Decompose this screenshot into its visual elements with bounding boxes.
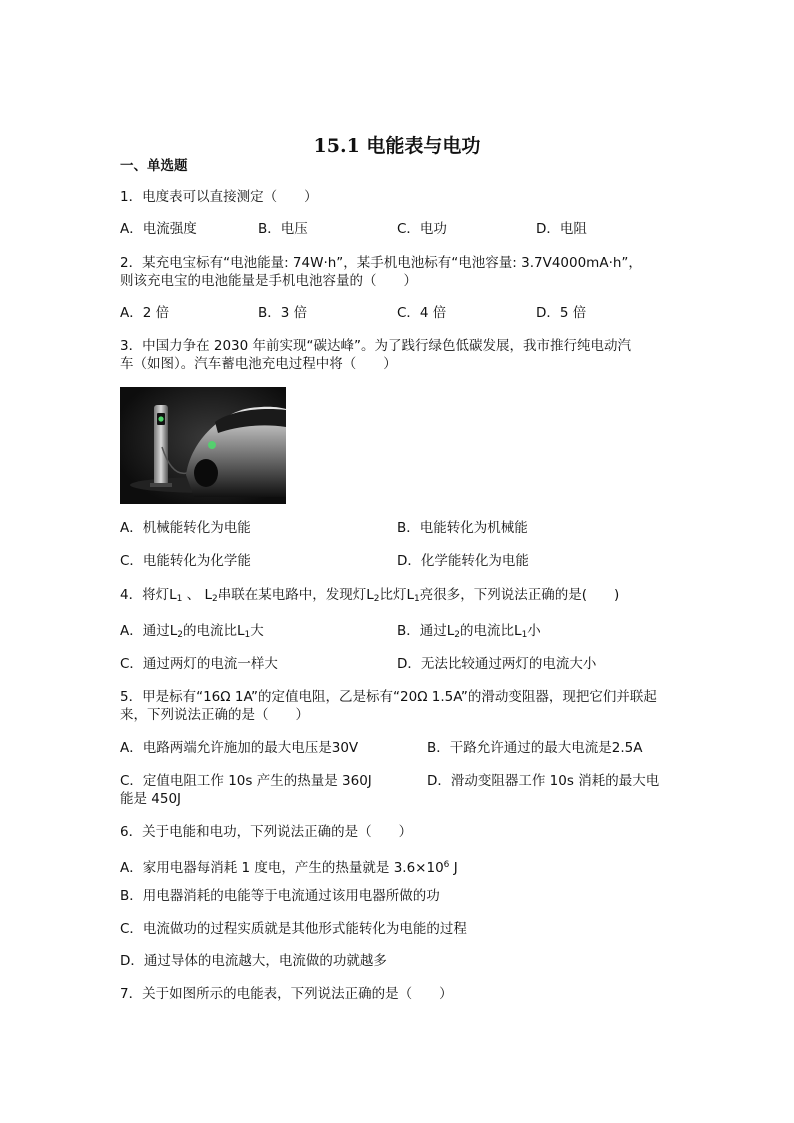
- q4-subscript: 1: [414, 594, 420, 604]
- q4-subscript: 2: [211, 594, 218, 604]
- q4-b-part: 的电流比L: [460, 623, 522, 639]
- q4-a-part: 的电流比L: [183, 623, 245, 639]
- q3-option-d: D．化学能转化为电能: [397, 553, 529, 569]
- q4-stem-part: 、 L: [182, 587, 212, 603]
- q4-a-part: A．通过L: [120, 623, 178, 639]
- q2-option-d: D．5 倍: [536, 305, 587, 321]
- q4-b-subscript: 1: [521, 630, 528, 640]
- q4-option-c: C．通过两灯的电流一样大: [120, 656, 278, 672]
- ev-charging-photo: [120, 387, 286, 504]
- q4-a-part: 大: [250, 623, 264, 639]
- question-1-stem: 1．电度表可以直接测定（ ）: [120, 189, 318, 205]
- q5-option-d-line2: 能是 450J: [120, 791, 182, 807]
- q1-option-a: A．电流强度: [120, 221, 197, 237]
- q4-a-subscript: 1: [244, 630, 251, 640]
- question-2-stem-line2: 则该充电宝的电池能量是手机电池容量的（ ）: [120, 273, 417, 289]
- q6-option-d: D．通过导体的电流越大，电流做的功就越多: [120, 953, 387, 969]
- question-6-stem: 6．关于电能和电功，下列说法正确的是（ ）: [120, 824, 413, 840]
- q3-option-c: C．电能转化为化学能: [120, 553, 251, 569]
- question-7-stem: 7．关于如图所示的电能表，下列说法正确的是（ ）: [120, 986, 453, 1002]
- q4-b-part: B．通过L: [397, 623, 455, 639]
- q4-option-d: D．无法比较通过两灯的电流大小: [397, 656, 597, 672]
- q6-option-b: B．用电器消耗的电能等于电流通过该用电器所做的功: [120, 888, 440, 904]
- q4-stem-part: 亮很多，下列说法正确的是( ): [419, 587, 620, 603]
- q2-option-a: A．2 倍: [120, 305, 170, 321]
- q4-b-part: 小: [527, 623, 541, 639]
- page-title: 15.1 电能表与电功: [313, 135, 481, 157]
- q4-subscript: 1: [176, 594, 183, 604]
- q6-a-part: J: [449, 860, 458, 876]
- q1-option-b: B．电压: [258, 221, 308, 237]
- q6-option-c: C．电流做功的过程实质就是其他形式能转化为电能的过程: [120, 921, 467, 937]
- q5-option-a: A．电路两端允许施加的最大电压是30V: [120, 740, 359, 756]
- q5-option-c: C．定值电阻工作 10s 产生的热量是 360J: [120, 773, 372, 789]
- q3-option-b: B．电能转化为机械能: [397, 520, 528, 536]
- q4-b-subscript: 2: [454, 630, 461, 640]
- q1-option-c: C．电功: [397, 221, 447, 237]
- q4-stem-part: 比灯L: [379, 587, 414, 603]
- q4-option-b: [397, 621, 541, 645]
- q3-option-a: A．机械能转化为电能: [120, 520, 251, 536]
- question-3-stem-line1: 3．中国力争在 2030 年前实现“碳达峰”。为了践行绿色低碳发展，我市推行纯电动汽: [120, 338, 632, 354]
- q6-a-part: A．家用电器每消耗 1 度电，产生的热量就是 3.6×10: [120, 860, 444, 876]
- q4-stem-part: 4．将灯L: [120, 587, 177, 603]
- q2-option-b: B．3 倍: [258, 305, 308, 321]
- question-5-stem-line1: 5．甲是标有“16Ω 1A”的定值电阻，乙是标有“20Ω 1.5A”的滑动变阻器，现把它们并联起: [120, 689, 657, 705]
- q1-option-d: D．电阻: [536, 221, 587, 237]
- question-5-stem-line2: 来，下列说法正确的是（ ）: [120, 707, 309, 723]
- q4-option-a: [120, 621, 264, 645]
- q6-option-a: [120, 855, 458, 878]
- q2-option-c: C．4 倍: [397, 305, 447, 321]
- question-2-stem-line1: 2．某充电宝标有“电池能量: 74W·h”，某手机电池标有“电池容量: 3.7V4000mA·h”，: [120, 255, 642, 271]
- q6-a-superscript: 6: [443, 860, 450, 870]
- q5-option-b: B．干路允许通过的最大电流是2.5A: [427, 740, 643, 756]
- question-3-stem-line2: 车（如图）。汽车蓄电池充电过程中将（ ）: [120, 356, 397, 372]
- q4-a-subscript: 2: [177, 630, 183, 640]
- section-heading: 一、单选题: [120, 158, 188, 174]
- q4-subscript: 2: [373, 594, 380, 604]
- q5-option-d-line1: D．滑动变阻器工作 10s 消耗的最大电: [427, 773, 660, 789]
- q4-stem-part: 串联在某电路中，发现灯L: [217, 587, 374, 603]
- question-4-stem: [120, 585, 619, 609]
